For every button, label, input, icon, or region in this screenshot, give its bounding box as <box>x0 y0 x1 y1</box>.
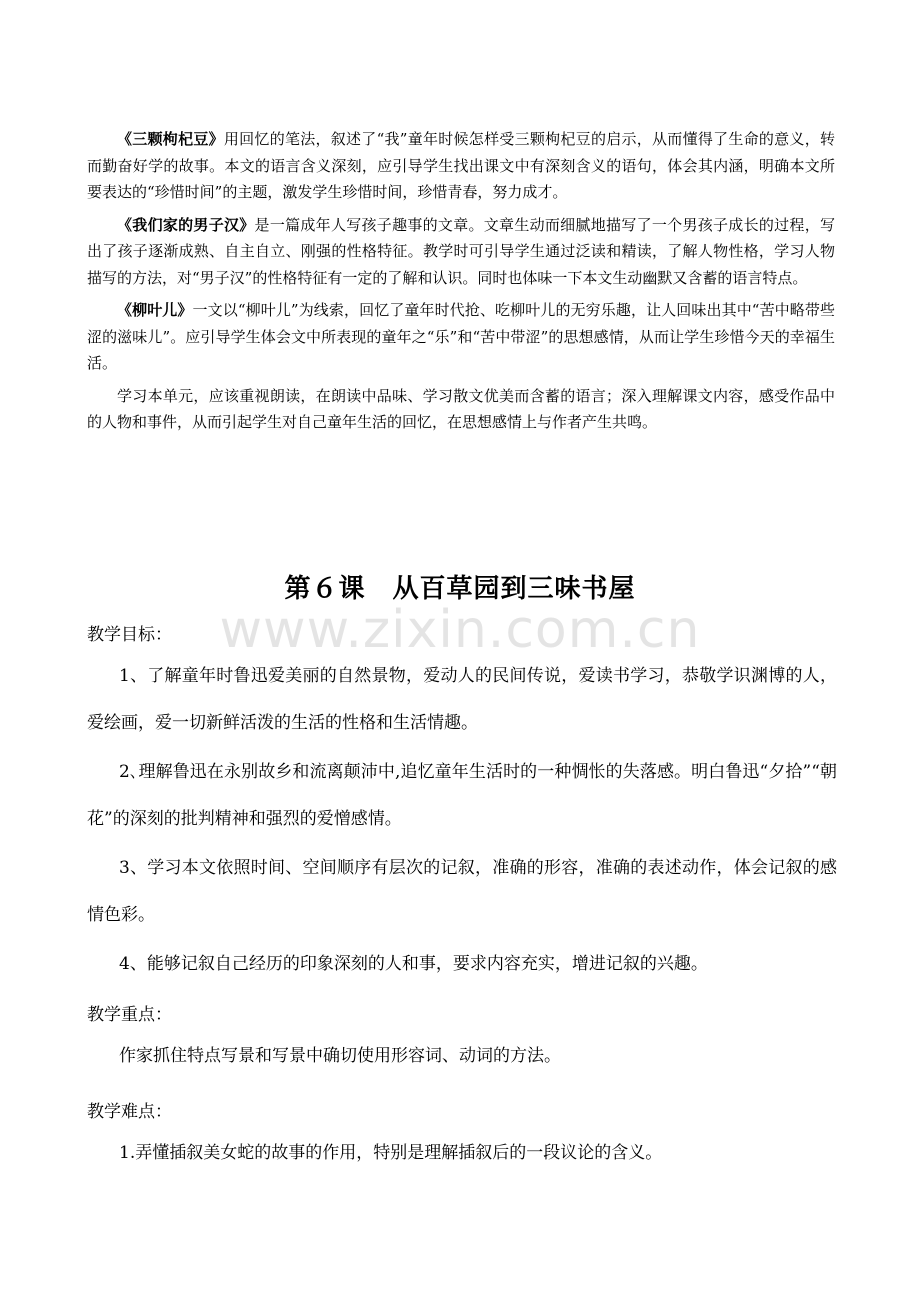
objective-item-4: 4、能够记叙自己经历的印象深刻的人和事，要求内容充实，增进记叙的兴趣。 <box>119 954 708 974</box>
intro-text-3: 一文以“柳叶儿”为线索，回忆了童年时代抢、吃柳叶儿的无穷乐趣，让人回味出其中“苦中略带些涩的滋味儿”。应引导学生体会文中所表现的童年之“乐”和“苦中带涩”的思想感情，从而让学生珍惜今天的幸福生活。 <box>87 301 835 372</box>
difficulties-heading: 教学难点： <box>87 1102 172 1122</box>
objective-item-2: 2､理解鲁迅在永别故乡和流离颠沛中,追忆童年生活时的一种惆怅的失落感。明白鲁迅“夕拾”“朝花”的深刻的批判精神和强烈的爱憎感情。 <box>87 762 837 829</box>
difficulties-text: 1.弄懂插叙美女蛇的故事的作用，特别是理解插叙后的一段议论的含义。 <box>119 1143 663 1163</box>
lesson-title: 第６课 从百草园到三味书屋 <box>284 574 636 604</box>
key-points-text: 作家抓住特点写景和写景中确切使用形容词、动词的方法。 <box>119 1046 561 1066</box>
intro-title-3: 《柳叶儿》 <box>117 301 193 319</box>
unit-introduction <box>87 126 835 442</box>
intro-text-4: 学习本单元，应该重视朗读，在朗读中品味、学习散文优美而含蓄的语言；深入理解课文内容，感受作品中的人物和事件，从而引起学生对自己童年生活的回忆，在思想感情上与作者产生共鸣。 <box>87 386 835 431</box>
intro-paragraph-4 <box>87 383 835 436</box>
intro-paragraph-1 <box>87 126 835 206</box>
objective-item-1: 1、了解童年时鲁迅爱美丽的自然景物，爱动人的民间传说，爱读书学习，恭敬学识渊博的人，爱绘画，爱一切新鲜活泼的生活的性格和生活情趣。 <box>87 666 837 733</box>
objectives-heading: 教学目标： <box>87 625 172 645</box>
intro-paragraph-2 <box>87 212 835 292</box>
intro-title-1: 《三颗枸杞豆》 <box>117 130 224 148</box>
intro-title-2: 《我们家的男子汉》 <box>117 215 255 234</box>
intro-text-1: 用回忆的笔法，叙述了“我”童年时候怎样受三颗枸杞豆的启示，从而懂得了生命的意义，转而勤奋好学的故事。本文的语言含义深刻，应引导学生找出课文中有深刻含义的语句，体会其内涵，明确本文所要表达的“珍惜时间”的主题，激发学生珍惜时间，珍惜青春，努力成才。 <box>87 130 835 201</box>
watermark: www.zixin.com.cn <box>219 600 701 660</box>
intro-text-2: 是一篇成年人写孩子趣事的文章。文章生动而细腻地描写了一个男孩子成长的过程，写出了孩子逐渐成熟、自主自立、刚强的性格特征。教学时可引导学生通过泛读和精读，了解人物性格，学习人物描写的方法，对“男子汉”的性格特征有一定的了解和认识。同时也体味一下本文生动幽默又含蓄的语言特点。 <box>87 215 835 287</box>
key-points-heading: 教学重点： <box>87 1005 172 1025</box>
intro-paragraph-3 <box>87 297 835 377</box>
objective-item-3: 3、学习本文依照时间、空间顺序有层次的记叙，准确的形容，准确的表述动作，体会记叙的感情色彩。 <box>87 858 837 925</box>
